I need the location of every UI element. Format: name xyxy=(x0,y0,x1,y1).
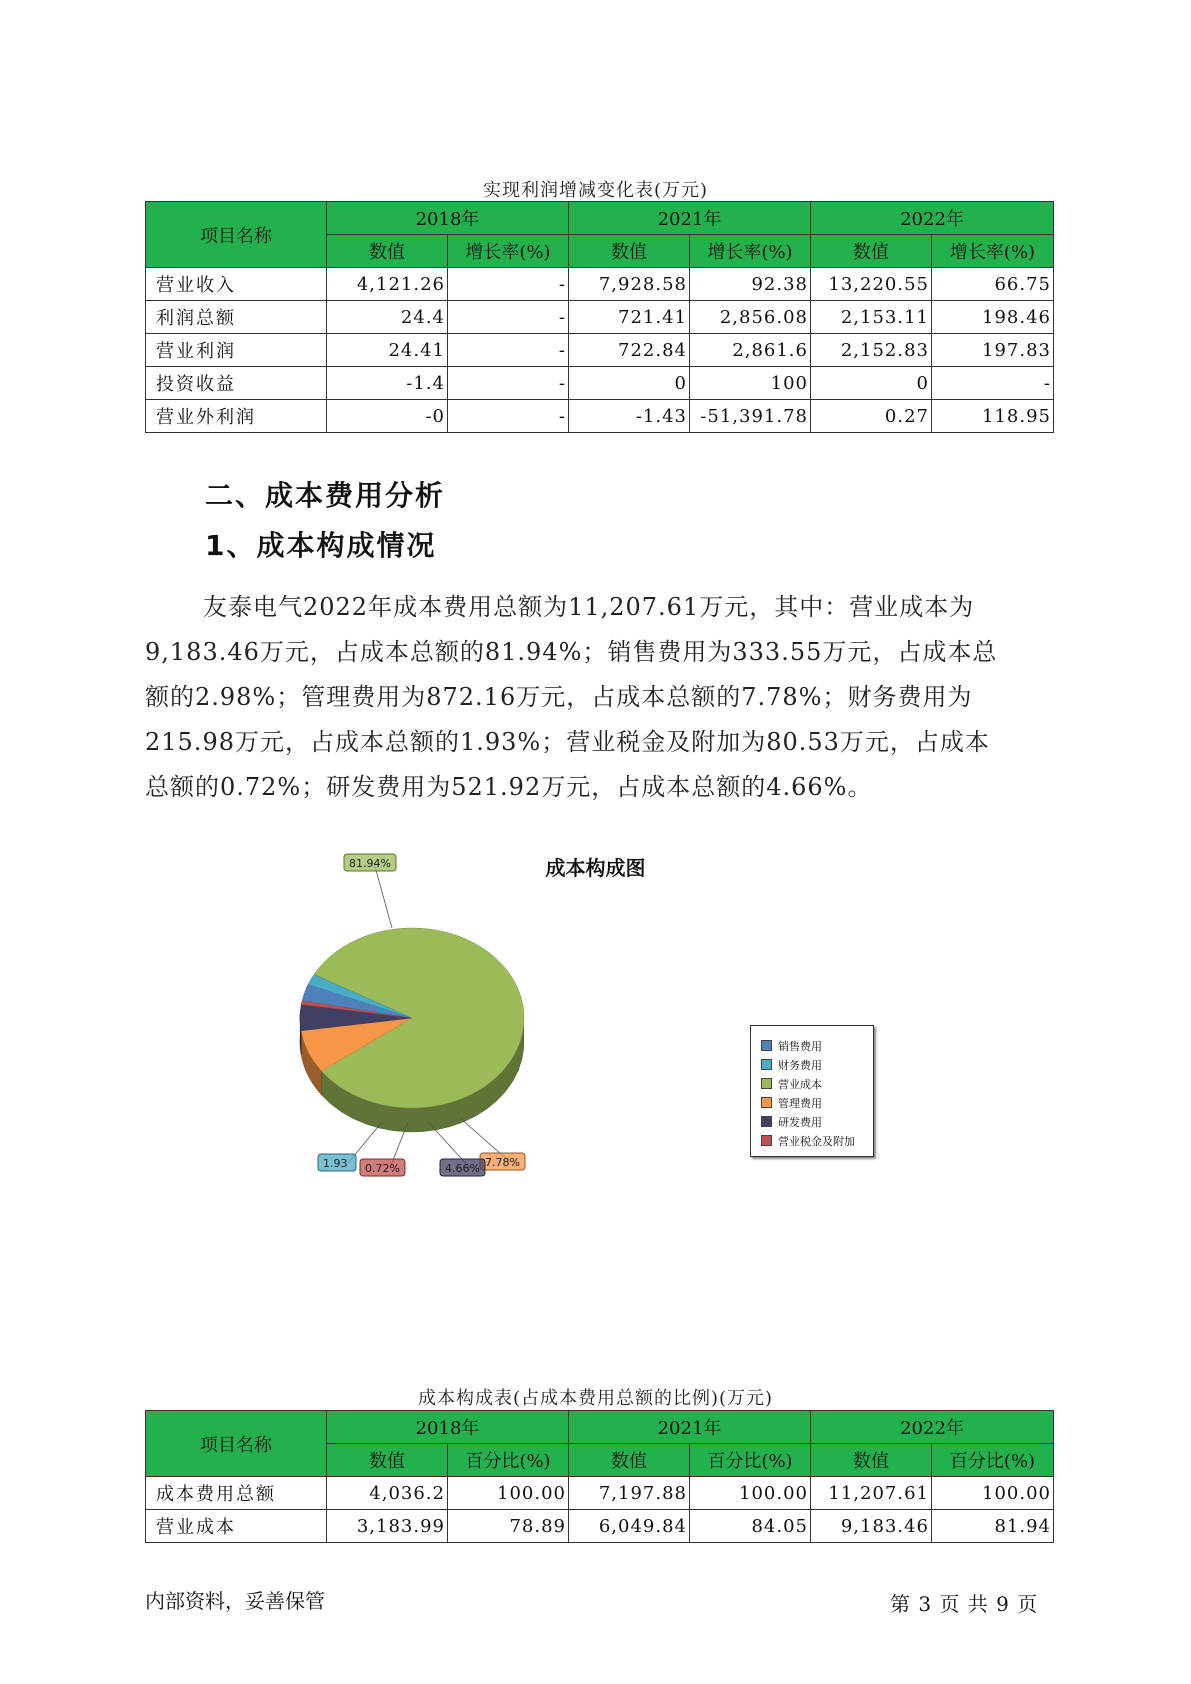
header-year-2018: 2018年 xyxy=(327,202,569,235)
cost-summary-paragraph xyxy=(145,585,1051,810)
row-label: 营业利润 xyxy=(146,334,327,367)
header-value: 数值 xyxy=(811,235,932,268)
table-cell: - xyxy=(932,367,1054,400)
chart-title: 成本构成图 xyxy=(545,856,646,880)
table-cell: 2,152.83 xyxy=(811,334,932,367)
header-growth: 增长率(%) xyxy=(690,235,811,268)
footer-confidential-note: 内部资料，妥善保管 xyxy=(145,1589,325,1613)
paragraph-line: 215.98万元，占成本总额的1.93%；营业税金及附加为80.53万元，占成本 xyxy=(145,728,990,756)
legend-item xyxy=(761,1112,873,1131)
table-cell: 721.41 xyxy=(569,301,690,334)
legend-label: 销售费用 xyxy=(778,1039,822,1053)
pie-data-label: 4.66% xyxy=(445,1162,480,1175)
legend-label: 研发费用 xyxy=(778,1115,822,1129)
legend-item xyxy=(761,1131,873,1150)
table-row xyxy=(146,367,1054,400)
table-cell: 9,183.46 xyxy=(811,1510,932,1543)
table-cell: -1.43 xyxy=(569,400,690,433)
header-value: 数值 xyxy=(327,235,448,268)
paragraph-line: 总额的0.72%；研发费用为521.92万元，占成本总额的4.66%。 xyxy=(145,773,873,801)
legend-item xyxy=(761,1036,873,1055)
table-cell: 0 xyxy=(569,367,690,400)
header-growth: 增长率(%) xyxy=(932,235,1054,268)
table-row xyxy=(146,268,1054,301)
chart-legend xyxy=(750,1025,874,1157)
row-label: 成本费用总额 xyxy=(146,1477,327,1510)
table-cell: 722.84 xyxy=(569,334,690,367)
paragraph-line: 9,183.46万元，占成本总额的81.94%；销售费用为333.55万元，占成本总 xyxy=(145,638,998,666)
table-cell: 13,220.55 xyxy=(811,268,932,301)
table-cell: - xyxy=(448,268,569,301)
row-label: 营业外利润 xyxy=(146,400,327,433)
table-cell: 84.05 xyxy=(690,1510,811,1543)
table-cell: - xyxy=(448,334,569,367)
table-cell: - xyxy=(448,301,569,334)
table-cell: 24.4 xyxy=(327,301,448,334)
row-label: 营业成本 xyxy=(146,1510,327,1543)
table-cell: - xyxy=(448,367,569,400)
profit-table-caption: 实现利润增减变化表(万元) xyxy=(482,180,709,201)
table-cell: 2,861.6 xyxy=(690,334,811,367)
table-cell: 11,207.61 xyxy=(811,1477,932,1510)
table-cell: 7,197.88 xyxy=(569,1477,690,1510)
header-year-2021: 2021年 xyxy=(569,1411,811,1444)
table-cell: 66.75 xyxy=(932,268,1054,301)
table-cell: 198.46 xyxy=(932,301,1054,334)
header-value: 数值 xyxy=(569,1444,690,1477)
legend-label: 营业成本 xyxy=(778,1077,822,1091)
header-percent: 百分比(%) xyxy=(932,1444,1054,1477)
cost-table xyxy=(145,1410,1054,1543)
table-cell: 2,153.11 xyxy=(811,301,932,334)
table-cell: 197.83 xyxy=(932,334,1054,367)
table-cell: 78.89 xyxy=(448,1510,569,1543)
table-row xyxy=(146,334,1054,367)
header-percent: 百分比(%) xyxy=(690,1444,811,1477)
table-cell: -51,391.78 xyxy=(690,400,811,433)
row-label: 利润总额 xyxy=(146,301,327,334)
table-cell: 4,121.26 xyxy=(327,268,448,301)
table-cell: 7,928.58 xyxy=(569,268,690,301)
table-cell: 81.94 xyxy=(932,1510,1054,1543)
header-item-name: 项目名称 xyxy=(146,1411,327,1477)
legend-swatch xyxy=(761,1078,772,1089)
paragraph-line: 友泰电气2022年成本费用总额为11,207.61万元，其中：营业成本为 xyxy=(203,593,975,621)
row-label: 营业收入 xyxy=(146,268,327,301)
header-value: 数值 xyxy=(811,1444,932,1477)
header-year-2021: 2021年 xyxy=(569,202,811,235)
table-cell: 100.00 xyxy=(448,1477,569,1510)
table-row xyxy=(146,301,1054,334)
header-value: 数值 xyxy=(569,235,690,268)
profit-table xyxy=(145,201,1054,433)
table-cell: 0 xyxy=(811,367,932,400)
section-subheading: 1、成本构成情况 xyxy=(205,529,437,562)
table-cell: 24.41 xyxy=(327,334,448,367)
header-year-2022: 2022年 xyxy=(811,1411,1054,1444)
pie-data-label: 0.72% xyxy=(365,1162,400,1175)
footer-page-number: 第 3 页 共 9 页 xyxy=(890,1592,1039,1616)
header-growth: 增长率(%) xyxy=(448,235,569,268)
header-year-2018: 2018年 xyxy=(327,1411,569,1444)
legend-item xyxy=(761,1093,873,1112)
paragraph-line: 额的2.98%；管理费用为872.16万元，占成本总额的7.78%；财务费用为 xyxy=(145,683,973,711)
table-cell: 4,036.2 xyxy=(327,1477,448,1510)
pie-data-label: 7.78% xyxy=(485,1156,520,1169)
row-label: 投资收益 xyxy=(146,367,327,400)
table-row xyxy=(146,400,1054,433)
legend-swatch xyxy=(761,1040,772,1051)
legend-swatch xyxy=(761,1059,772,1070)
table-cell: 6,049.84 xyxy=(569,1510,690,1543)
header-item-name: 项目名称 xyxy=(146,202,327,268)
table-cell: 92.38 xyxy=(690,268,811,301)
table-cell: 118.95 xyxy=(932,400,1054,433)
header-percent: 百分比(%) xyxy=(448,1444,569,1477)
table-row xyxy=(146,1477,1054,1510)
table-cell: 100.00 xyxy=(690,1477,811,1510)
pie-data-label: 81.94% xyxy=(349,857,391,870)
section-heading: 二、成本费用分析 xyxy=(205,479,446,512)
table-cell: -1.4 xyxy=(327,367,448,400)
legend-label: 营业税金及附加 xyxy=(778,1134,855,1148)
table-row xyxy=(146,1510,1054,1543)
table-cell: 100 xyxy=(690,367,811,400)
table-cell: 100.00 xyxy=(932,1477,1054,1510)
pie-data-label: 1.93 xyxy=(323,1157,348,1170)
legend-swatch xyxy=(761,1097,772,1108)
cost-table-caption: 成本构成表(占成本费用总额的比例)(万元) xyxy=(417,1388,774,1409)
table-cell: -0 xyxy=(327,400,448,433)
legend-item xyxy=(761,1074,873,1093)
legend-label: 管理费用 xyxy=(778,1096,822,1110)
table-cell: 0.27 xyxy=(811,400,932,433)
header-value: 数值 xyxy=(327,1444,448,1477)
legend-item xyxy=(761,1055,873,1074)
legend-swatch xyxy=(761,1116,772,1127)
legend-swatch xyxy=(761,1135,772,1146)
header-year-2022: 2022年 xyxy=(811,202,1054,235)
table-cell: 2,856.08 xyxy=(690,301,811,334)
table-cell: 3,183.99 xyxy=(327,1510,448,1543)
table-cell: - xyxy=(448,400,569,433)
legend-label: 财务费用 xyxy=(778,1058,822,1072)
